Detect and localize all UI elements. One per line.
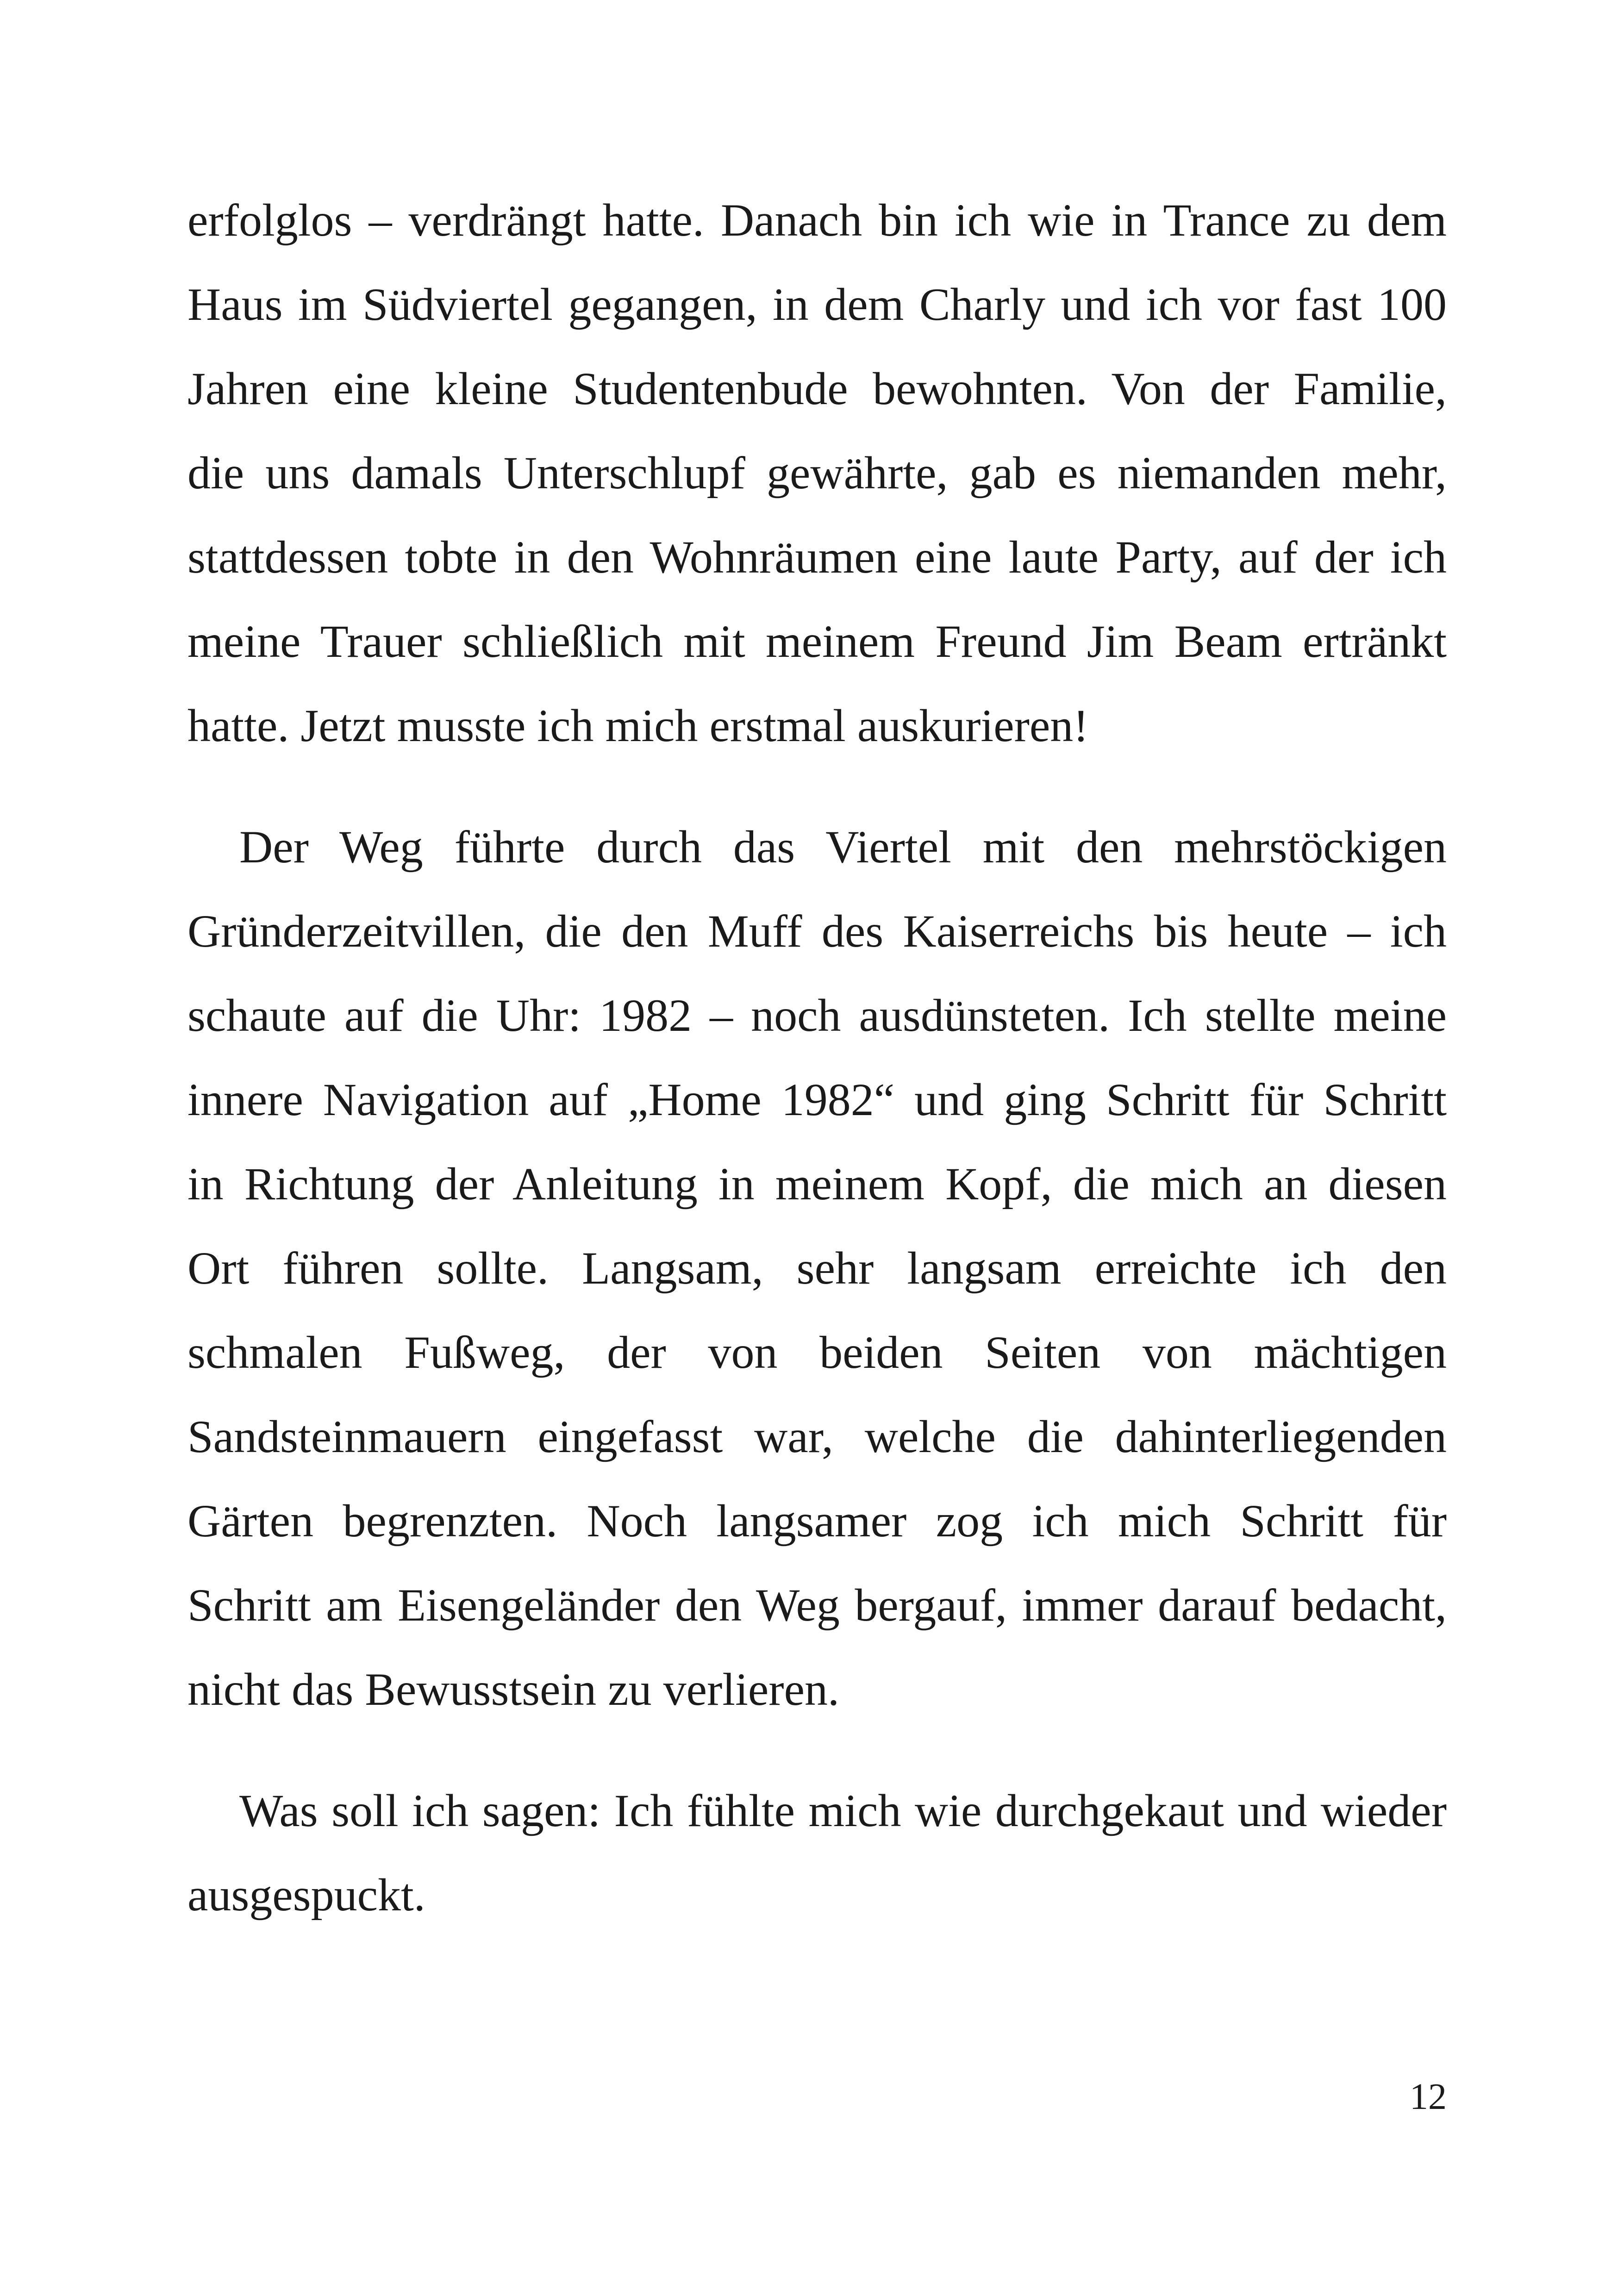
text-line: die uns damals Unterschlupf gewährte, gab es niemanden mehr, [187,447,1447,499]
text-line: stattdessen tobte in den Wohnräumen eine laute Party, auf der ich [187,531,1447,583]
text-line: Gärten begrenzten. Noch langsamer zog ich mich Schritt für [187,1495,1447,1547]
text-line: Haus im Südviertel gegangen, in dem Charly und ich vor fast 100 [187,279,1447,330]
text-line: Sandsteinmauern eingefasst war, welche die dahinterliegenden [187,1411,1447,1462]
text-line: Ort führen sollte. Langsam, sehr langsam erreichte ich den [187,1242,1447,1294]
text-line: erfolglos – verdrängt hatte. Danach bin ich wie in Trance zu dem [187,194,1447,246]
text-line: Gründerzeitvillen, die den Muff des Kaiserreichs bis heute – ich [187,905,1447,957]
text-line: Was soll ich sagen: Ich fühlte mich wie durchgekaut und wieder [239,1785,1447,1836]
text-line: meine Trauer schließlich mit meinem Freund Jim Beam ertränkt [187,616,1447,667]
body-text [187,178,1447,1937]
paragraph-3 [187,1769,1447,1937]
text-line: nicht das Bewusstsein zu verlieren. [187,1664,839,1715]
text-line: in Richtung der Anleitung in meinem Kopf, die mich an diesen [187,1158,1447,1210]
paragraph-1 [187,178,1447,768]
text-line: innere Navigation auf „Home 1982“ und ging Schritt für Schritt [187,1074,1447,1125]
text-line: Schritt am Eisengeländer den Weg bergauf, immer darauf bedacht, [187,1579,1447,1631]
text-line: schaute auf die Uhr: 1982 – noch ausdünsteten. Ich stellte meine [187,990,1447,1041]
text-line: hatte. Jetzt musste ich mich erstmal auskurieren! [187,700,1089,751]
text-line: schmalen Fußweg, der von beiden Seiten von mächtigen [187,1327,1447,1378]
text-line: Jahren eine kleine Studentenbude bewohnten. Von der Familie, [187,363,1447,414]
paragraph-2 [187,805,1447,1732]
text-line: Der Weg führte durch das Viertel mit den mehrstöckigen [239,821,1447,873]
text-line: ausgespuckt. [187,1869,425,1921]
page-number: 12 [1410,2077,1447,2117]
